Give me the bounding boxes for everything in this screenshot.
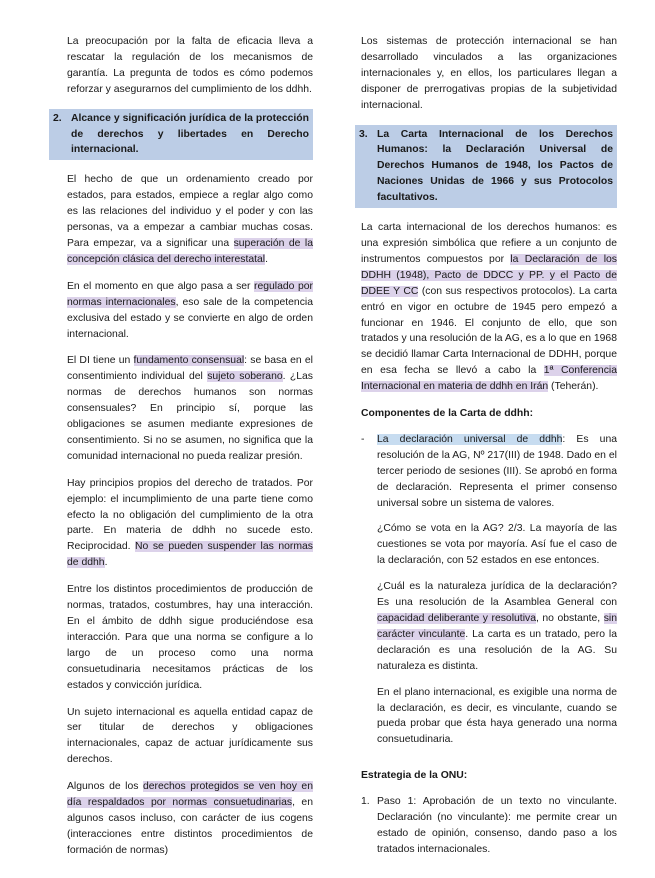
step-text: Paso 1: Aprobación de un texto no vinculante. Declaración (no vinculante): me permite crear un estado de opinión, consenso, dando paso a los tratados internacionales. [377,796,617,855]
section-title: La Carta Internacional de los Derechos Humanos: la Declaración Universal de Derechos Humanos de 1948, los Pactos de Naciones Unidas de 1966 y sus Protocolos facultativos. [377,128,613,204]
list-item-body [377,794,617,868]
paragraph-carta [361,220,617,395]
section-heading-2 [49,109,313,161]
list-item [361,432,617,758]
text: Hay principios propios del derecho de tratados. Por ejemplo: el incumplimiento de una parte tiene como efecto la no obligación del cumplimiento de la otra parte. En materia de ddhh no sucede esto. Reciprocidad. [67,477,313,553]
dash-marker: - [361,433,365,445]
highlight: la Declaración de los DDHH (1948), Pacto de DDCC y PP. y el Pacto de DDEE Y CC [361,253,617,297]
text: (con sus respectivos protocolos). La carta entró en vigor en octubre de 1945 pero empezó a funcionar en 1946. El conjunto de ello, que son tratados y una resolución de la AG, es a lo que en 1968 se decidió llamar Carta Internacional de DDHH, porque en esa fecha se llevó a cabo la [361,285,617,377]
highlight: fundamento consensual [133,355,245,367]
highlight: superación de la concepción clásica del derecho interestatal [67,237,313,265]
list-paragraph-4: En el plano internacional, es exigible una norma de la declaración, es decir, es vinculante, cuando se pueda probar que ésta haya generado una norma consuetudinaria. [377,686,617,746]
list-paragraph-1 [377,432,617,512]
numbered-item [361,794,617,868]
intro-paragraph: La preocupación por la falta de eficacia lleva a rescatar la regulación de los mecanismos de garantía. La pregunta de todos es cómo podemos reforzar y asegurarnos del cumplimiento de los ddhh. [67,36,313,95]
paragraph-3 [55,353,313,464]
list-paragraph-3 [377,579,617,674]
paragraph-1 [55,172,313,267]
text: En el momento en que algo pasa a ser [67,280,255,292]
number-marker: 1. [361,796,370,808]
text: Algunos de los [67,781,143,793]
highlight: sin carácter vinculante [377,613,617,640]
section-number: 3. [359,128,368,140]
strategy-heading: Estrategia de la ONU: [361,770,468,782]
highlight: sujeto soberano [207,371,283,383]
section-number: 2. [53,112,62,124]
highlight: 1ª Conferencia Internacional en materia de ddhh en Irán [361,365,617,393]
text: . La carta es un tratado, pero la declaración es una resolución de la AG. Su naturaleza es distinta. [377,628,617,672]
text: La carta internacional de los derechos humanos: es una expresión simbólica que refiere a un conjunto de instrumentos compuestos por [361,222,617,265]
section-heading-3 [355,125,617,209]
highlight: regulado por normas internacionales [67,280,313,308]
intro-paragraph: Los sistemas de protección internacional se han desarrollado vinculados a las organizaciones internacionales y, en ellos, los particulares llegan a disponer de prerrogativas propias de la subjetividad internacional. [361,36,617,111]
paragraph-5: Entre los distintos procedimientos de producción de normas, tratados, costumbres, hay una interacción. En el ámbito de ddhh sigue produciéndose esa interacción. Para que una norma se configure a lo largo de un proceso como una norma consuetudinaria necesitamos prácticas de los estados y convicción jurídica. [67,584,313,691]
text: : se basa en el consentimiento individual del [67,355,313,383]
text: , eso sale de la competencia exclusiva del estado y se convierte en algo de orden internacional. [67,296,313,340]
text: . [104,557,108,569]
paragraph-7 [55,779,313,859]
components-heading: Componentes de la Carta de ddhh: [361,408,534,420]
text: El DI tiene un [67,355,134,367]
text: ¿Cuál es la naturaleza jurídica de la declaración? Es una resolución de la Asamblea General con [377,581,617,609]
paragraph-4 [55,476,313,571]
text: (Teherán). [548,381,599,393]
text: . ¿Las normas de derechos humanos son normas consensuales? En principio sí, porque las obligaciones se asumen mediante expresiones de consentimiento. Si no se asumen, no significa que la comunidad internacional no pueda realizar presión. [67,371,313,462]
paragraph-6: Un sujeto internacional es aquella entidad capaz de ser titular de derechos y obligaciones internacionales, capaz de actuar jurídicamente sus derechos. [67,706,313,766]
left-column [55,34,313,870]
highlight: derechos protegidos se ven hoy en día respaldados por normas consuetudinarias [67,781,313,809]
highlight: La declaración universal de ddhh [377,433,563,445]
list-item-body [377,432,617,758]
text: , en algunos casos incluso, con carácter de ius cogens (interacciones entre distintos procedimientos de formación de normas) [67,797,313,856]
text: . [265,253,269,265]
text: , no obstante, [535,613,604,624]
section-title: Alcance y significación jurídica de la protección de derechos y libertades en Derecho internacional. [71,112,309,156]
text: El hecho de que un ordenamiento creado por estados, para estados, empiece a reglar algo como es las relaciones del individuo y el poder y con las personas, va a empezar a cambiar muchas cosas. Para empezar, va a significar una [67,174,313,249]
text: : Es una resolución de la AG, Nº 217(III) de 1948. Dado en el tercer periodo de sesiones (III). Se aprobó en forma de declaración. Representa el primer consenso universal sobre un sistema de valores. [377,433,617,509]
paragraph-2 [55,279,313,343]
right-column [361,34,617,878]
highlight: No se pueden suspender las normas de ddhh [67,541,313,569]
highlight: capacidad deliberante y resolutiva [377,613,536,624]
list-paragraph-2: ¿Cómo se vota en la AG? 2/3. La mayoría de las cuestiones se vota por mayoría. Así fue el caso de la declaración, con 52 estados en ese entonces. [377,523,617,567]
